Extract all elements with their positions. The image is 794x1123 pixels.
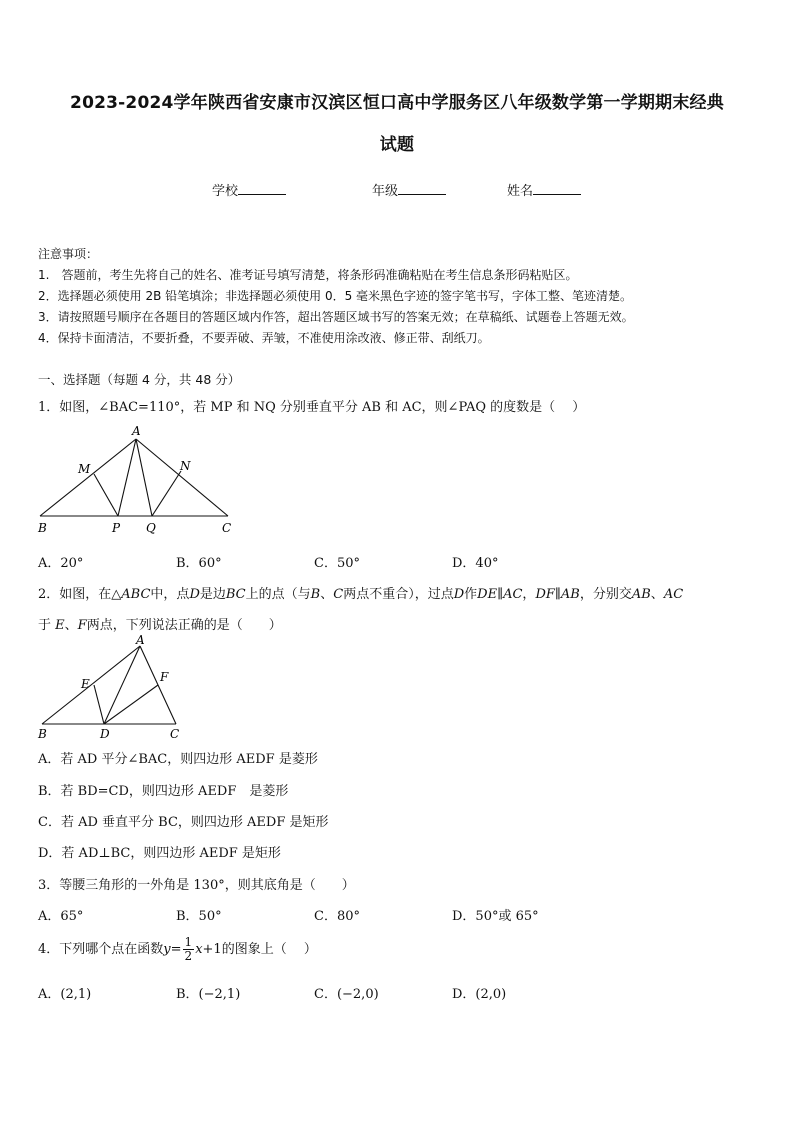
exam-title-continued: 试题: [379, 135, 415, 155]
name-blank[interactable]: [533, 182, 581, 195]
q1-label-a: A: [132, 424, 141, 438]
q3-option-a[interactable]: A．65°: [38, 909, 84, 924]
q4-option-c[interactable]: C．(−2,0): [314, 987, 379, 1002]
grade-field[interactable]: [372, 180, 446, 199]
q2-label-c: C: [170, 727, 180, 741]
q3-option-b[interactable]: B．50°: [176, 909, 222, 924]
q1-label-m: M: [78, 462, 91, 476]
question-2-line-2: 于 E、F两点，下列说法正确的是（ ）: [38, 618, 282, 633]
q4-option-a[interactable]: A．(2,1): [38, 987, 92, 1002]
q3-option-c[interactable]: C．80°: [314, 909, 360, 924]
q2-option-a[interactable]: A．若 AD 平分∠BAC，则四边形 AEDF 是菱形: [38, 752, 318, 767]
q1-label-p: P: [112, 521, 121, 535]
note-item: 4．保持卡面清洁，不要折叠，不要弄破、弄皱，不准使用涂改液、修正带、刮纸刀。: [38, 331, 490, 345]
q2-label-e: E: [81, 677, 90, 691]
question-2-line-1: 2．如图，在△ABC中，点D是边BC上的点（与B、C两点不重合），过点D作DE∥AC，DF∥AB，分别交AB、AC: [38, 587, 684, 602]
grade-label: 年级: [372, 184, 399, 199]
exam-title: 2023-2024学年陕西省安康市汉滨区恒口高中学服务区八年级数学第一学期期末经典: [70, 93, 724, 113]
school-blank[interactable]: [238, 182, 286, 195]
q2-label-f: F: [160, 670, 169, 684]
q1-label-q: Q: [146, 521, 156, 535]
q2-label-d: D: [100, 727, 110, 741]
q4-option-b[interactable]: B．(−2,1): [176, 987, 241, 1002]
note-item: 1. 答题前，考生先将自己的姓名、准考证号填写清楚，将条形码准确粘贴在考生信息条形码粘贴区。: [38, 268, 578, 282]
q1-option-c[interactable]: C．50°: [314, 556, 360, 571]
q1-option-d[interactable]: D．40°: [452, 556, 499, 571]
q1-label-c: C: [222, 521, 232, 535]
q1-label-b: B: [38, 521, 47, 535]
note-item: 3．请按照题号顺序在各题目的答题区域内作答，超出答题区域书写的答案无效；在草稿纸、试题卷上答题无效。: [38, 310, 634, 324]
q2-option-b[interactable]: B．若 BD=CD，则四边形 AEDF 是菱形: [38, 784, 289, 799]
q2-label-a: A: [136, 634, 145, 647]
question-1-text: 1．如图，∠BAC=110°，若 MP 和 NQ 分别垂直平分 AB 和 AC，则∠PAQ 的度数是（ ）: [38, 400, 586, 415]
q1-option-b[interactable]: B．60°: [176, 556, 222, 571]
fraction-one-half: $\frac{1}{2}$: [184, 935, 193, 963]
grade-blank[interactable]: [398, 182, 446, 195]
q1-option-a[interactable]: A．20°: [38, 556, 84, 571]
notes-heading: 注意事项：: [38, 247, 99, 261]
q3-option-d[interactable]: D．50°或 65°: [452, 909, 539, 924]
name-field[interactable]: [507, 180, 581, 199]
q2-label-b: B: [38, 727, 47, 741]
school-label: 学校: [212, 184, 239, 199]
school-field[interactable]: [212, 180, 286, 199]
question-2-figure: [36, 634, 196, 742]
note-item: 2．选择题必须使用 2B 铅笔填涂；非选择题必须使用 0．5 毫米黑色字迹的签字笔书写，字体工整、笔迹清楚。: [38, 289, 633, 303]
q4-option-d[interactable]: D．(2,0): [452, 987, 507, 1002]
question-1-figure: [36, 422, 246, 540]
question-4-text: 4．下列哪个点在函数y= $\frac{1}{2}$ x+1的图象上（ ）: [38, 935, 317, 963]
q2-option-c[interactable]: C．若 AD 垂直平分 BC，则四边形 AEDF 是矩形: [38, 815, 329, 830]
section-heading: 一、选择题（每题 4 分，共 48 分）: [38, 372, 241, 387]
question-3-text: 3．等腰三角形的一外角是 130°，则其底角是（ ）: [38, 878, 355, 893]
q1-label-n: N: [180, 459, 191, 473]
name-label: 姓名: [507, 184, 534, 199]
q2-option-d[interactable]: D．若 AD⊥BC，则四边形 AEDF 是矩形: [38, 846, 281, 861]
